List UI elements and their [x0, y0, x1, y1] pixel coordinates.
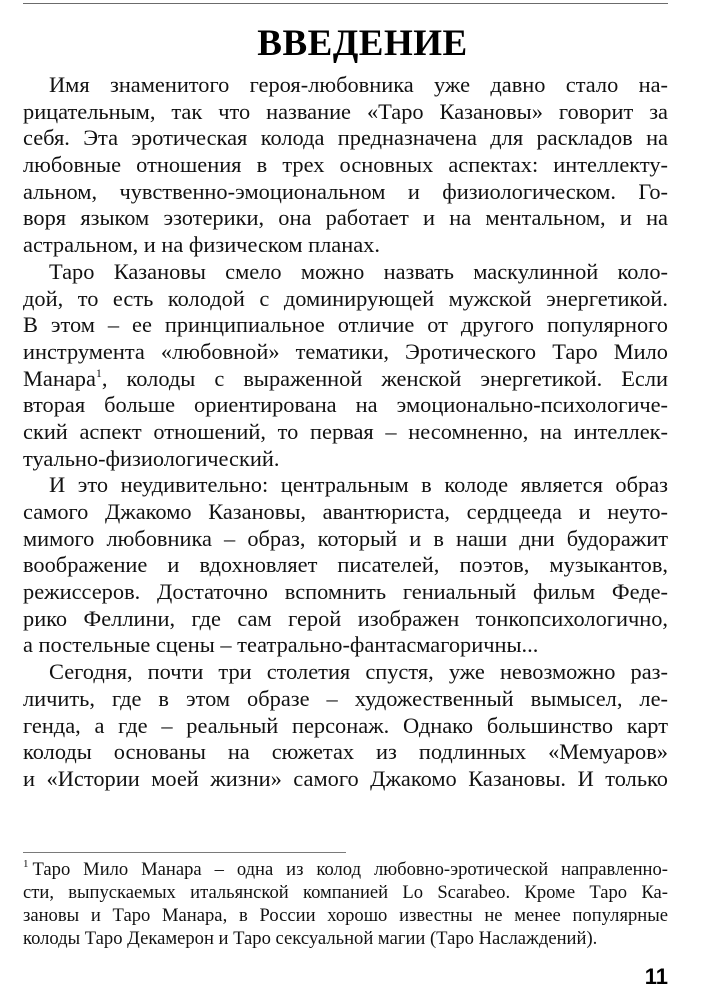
text-line: рико Феллини, где сам герой изображен тонкопсихологично,: [23, 605, 668, 631]
text-line: И это неудивительно: центральным в колоде является образ: [49, 472, 668, 498]
text-line: личить, где в этом образе – художественный вымысел, ле-: [23, 685, 668, 711]
text-line: колоды основаны на сюжетах из подлинных «Мемуаров»: [23, 739, 668, 765]
text-line: Сегодня, почти три столетия спустя, уже невозможно раз-: [49, 659, 668, 685]
text-line: Имя знаменитого героя-любовника уже давно стало на-: [49, 72, 668, 97]
footnote-line: зановы и Таро Манара, в России хорошо известны не менее популярные: [23, 905, 668, 926]
text-line: В этом – ее принципиальное отличие от другого популярного: [23, 312, 668, 338]
header-rule: [23, 3, 668, 4]
text-fragment: , колоды с выраженной женской энергетикой. Если: [101, 365, 668, 391]
chapter-title: ВВЕДЕНИЕ: [257, 23, 468, 64]
text-fragment: Таро Мило Манара – одна из колод любовно-эротической направленно-: [32, 859, 668, 880]
text-line: себя. Эта эротическая колода предназначена для раскладов на: [23, 125, 668, 151]
paragraph-2: [23, 259, 668, 473]
page-number: 11: [644, 964, 668, 989]
text-line: туально-физиологический.: [23, 445, 280, 471]
text-line: режиссеров. Достаточно вспомнить гениальный фильм Феде-: [23, 579, 668, 605]
text-line: мимого любовника – образ, который и в наши дни будоражит: [23, 525, 668, 551]
text-line: а постельные сцены – театрально-фантасмагоричны...: [23, 632, 539, 658]
paragraph-3: [23, 472, 668, 659]
paragraph-4: [23, 659, 668, 792]
text-line: Таро Казановы смело можно назвать маскулинной коло-: [49, 258, 668, 284]
text-line: астральном, и на физическом планах.: [23, 232, 380, 258]
text-line: воря языком эзотерики, она работает и на ментальном, и на: [23, 205, 668, 231]
text-line: генда, а где – реальный персонаж. Однако большинство карт: [23, 712, 668, 738]
text-line: и «Истории моей жизни» самого Джакомо Казановы. И только: [23, 765, 668, 791]
text-line: инструмента «любовной» тематики, Эротического Таро Мило: [23, 338, 668, 364]
text-line: любовные отношения в трех основных аспектах: интеллекту-: [23, 152, 668, 178]
footnote-ref-1[interactable]: 1: [95, 365, 102, 380]
text-line: альном, чувственно-эмоциональном и физиологическом. Го-: [23, 178, 668, 204]
text-line: вторая больше ориентирована на эмоционально-психологиче-: [23, 392, 668, 418]
text-line-with-footnote-ref: [23, 366, 668, 393]
footnote-line: колоды Таро Декамерон и Таро сексуальной магии (Таро Наслаждений).: [23, 928, 598, 949]
text-fragment: Манара: [23, 365, 96, 391]
paragraph-1: [23, 72, 668, 259]
body-text: [23, 72, 668, 793]
text-line: самого Джакомо Казановы, авантюриста, сердцееда и неуто-: [23, 499, 668, 524]
text-line: ский аспект отношений, то первая – несомненно, на интеллек-: [23, 418, 668, 444]
footnote-line: сти, выпускаемых итальянской компанией Lo Scarabeo. Кроме Таро Ка-: [23, 882, 668, 903]
text-line: рицательным, так что название «Таро Казановы» говорит за: [23, 98, 668, 124]
text-line: дой, то есть колодой с доминирующей мужской энергетикой.: [23, 285, 668, 311]
text-line: воображение и вдохновляет писателей, поэтов, музыкантов,: [23, 552, 668, 578]
footnote: [23, 858, 668, 950]
footnote-line: [23, 858, 668, 881]
footnote-marker: 1: [23, 858, 29, 870]
footnote-separator: [23, 852, 346, 853]
